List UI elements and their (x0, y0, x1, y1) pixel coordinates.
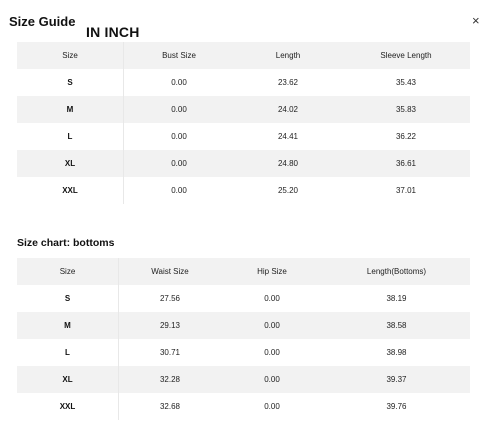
tops-size-table (17, 42, 470, 204)
length-bottoms-cell: 38.58 (386, 321, 407, 330)
table-row (17, 285, 470, 312)
hip-size-cell: 0.00 (264, 402, 280, 411)
waist-size-cell: 27.56 (159, 294, 181, 303)
size-cell: L (17, 123, 124, 150)
size-cell: M (17, 312, 119, 339)
bottoms-size-table (17, 258, 470, 420)
length-cell: 23.62 (277, 78, 299, 87)
table-row (17, 312, 470, 339)
bust-size-cell: 0.00 (171, 132, 187, 141)
close-button[interactable] (472, 14, 480, 28)
table-row (17, 150, 470, 177)
column-header-bust-size: Bust Size (162, 51, 196, 60)
hip-size-cell: 0.00 (264, 375, 280, 384)
hip-size-cell: 0.00 (264, 348, 280, 357)
waist-size-cell: 32.28 (159, 375, 181, 384)
length-bottoms-cell: 39.37 (386, 375, 407, 384)
table-row (17, 339, 470, 366)
bust-size-cell: 0.00 (171, 159, 187, 168)
waist-size-cell: 29.13 (159, 321, 181, 330)
hip-size-cell: 0.00 (264, 321, 280, 330)
column-header-length-bottoms: Length(Bottoms) (366, 267, 427, 276)
table-row (17, 69, 470, 96)
sleeve-length-cell: 36.61 (395, 159, 417, 168)
column-header-size: Size (17, 42, 124, 69)
waist-size-cell: 32.68 (159, 402, 181, 411)
table-header-row (17, 42, 470, 69)
waist-size-cell: 30.71 (159, 348, 181, 357)
length-bottoms-cell: 39.76 (386, 402, 407, 411)
hip-size-cell: 0.00 (264, 294, 280, 303)
column-header-length: Length (275, 51, 301, 60)
length-cell: 24.02 (277, 105, 299, 114)
size-cell: XL (17, 150, 124, 177)
size-cell: S (17, 285, 119, 312)
size-cell: S (17, 69, 124, 96)
column-header-hip-size: Hip Size (257, 267, 287, 276)
size-guide-title: Size Guide (9, 14, 76, 29)
column-header-waist-size: Waist Size (151, 267, 189, 276)
size-cell: M (17, 96, 124, 123)
sleeve-length-cell: 35.83 (395, 105, 417, 114)
sleeve-length-cell: 35.43 (395, 78, 417, 87)
length-cell: 24.80 (277, 159, 299, 168)
bust-size-cell: 0.00 (171, 105, 187, 114)
length-cell: 24.41 (277, 132, 299, 141)
sleeve-length-cell: 37.01 (395, 186, 417, 195)
table-row (17, 366, 470, 393)
bust-size-cell: 0.00 (171, 186, 187, 195)
size-cell: XXL (17, 177, 124, 204)
close-icon: × (472, 14, 480, 28)
table-row (17, 123, 470, 150)
bottoms-chart-title: Size chart: bottoms (17, 237, 115, 249)
size-cell: L (17, 339, 119, 366)
length-cell: 25.20 (277, 186, 299, 195)
column-header-sleeve-length: Sleeve Length (380, 51, 432, 60)
column-header-size: Size (17, 258, 119, 285)
length-bottoms-cell: 38.98 (386, 348, 407, 357)
length-bottoms-cell: 38.19 (386, 294, 407, 303)
table-row (17, 177, 470, 204)
unit-label: IN INCH (86, 24, 140, 40)
size-cell: XXL (17, 393, 119, 420)
table-row (17, 96, 470, 123)
size-cell: XL (17, 366, 119, 393)
table-row (17, 393, 470, 420)
table-header-row (17, 258, 470, 285)
sleeve-length-cell: 36.22 (395, 132, 417, 141)
bust-size-cell: 0.00 (171, 78, 187, 87)
